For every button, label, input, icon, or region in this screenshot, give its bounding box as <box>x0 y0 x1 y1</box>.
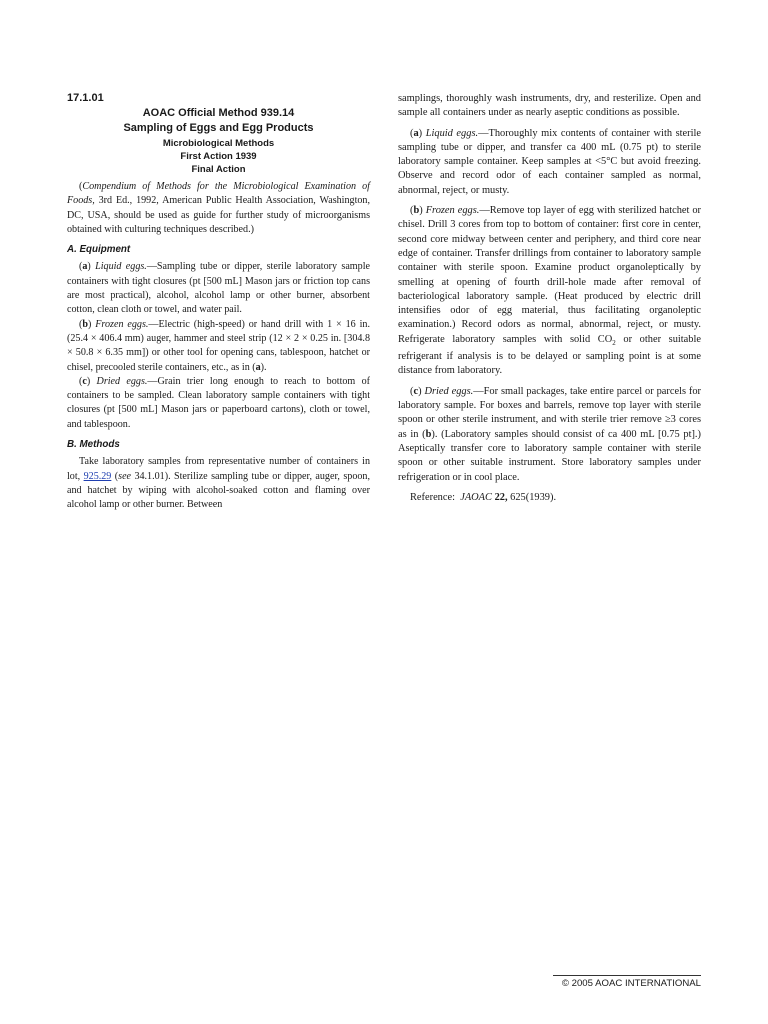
equipment-heading: A. Equipment <box>67 244 131 256</box>
methods-item-c: (c) Dried eggs.—For small packages, take entire parcel or parcels for laboratory sample. For boxes and barrels, remove top layer with sterile spoon or other sterile instrument, and with sterile trier remove ≥3 cores as in (b). (Laboratory samples should consist of ca 400 mL [0.75 pt].) Aseptically transfer core to laboratory sample container with sterile spoon or other suitable instrument. Store laboratory samples under refrigeration or in cool place. <box>398 385 702 483</box>
methods-intro-paragraph: Take laboratory samples from representative number of containers in lot, 925.29 (see 34.1.01). Sterilize sampling tube or dipper, auger, spoon, and hatchet by wiping with alcohol-soaked cotton and flaming over alcohol lamp or other burner. Between <box>67 456 370 511</box>
methods-heading: B. Methods <box>67 439 120 451</box>
method-925-29-link[interactable]: 925.29 <box>83 470 112 482</box>
method-title: AOAC Official Method 939.14 <box>142 107 295 119</box>
methods-item-a: (a) Liquid eggs.—Thoroughly mix contents of container with sterile sampling tube or dipper, and transfer ca 400 mL (0.75 pt) to sterile laboratory sample container. Keep samples at <5°C but avoid freezing. Observe and record odor of each container sampled as normal, abnormal, reject, or musty. <box>398 127 701 196</box>
copyright-footer: © 2005 AOAC INTERNATIONAL <box>561 978 701 989</box>
methods-intro-continuation: samplings, thoroughly wash instruments, dry, and resterilize. Open and sample all containers under as nearly aseptic conditions as possible. <box>398 93 701 119</box>
right-column <box>398 92 701 505</box>
left-column <box>67 92 370 513</box>
methods-item-b: (b) Frozen eggs.—Remove top layer of egg with sterilized hatchet or chisel. Drill 3 cores from top to bottom of container: first core in center, second core midway between center and periphery, and third core near edge of container. Transfer drillings from container to laboratory sample container with sterile spoon. Examine product organoleptically by smelling at opening of fourth drill-hole made after removal of bacteriological laboratory sample. (Heat produced by electric drill intensifies odor of egg material, thus facilitating organoleptic examination.) Record odors as normal, abnormal, reject, or musty. Refrigerate laboratory samples with solid $CO_2$ or other suitable refrigerant if analysis is to be delayed or sampling point is at some distance from laboratory. <box>398 205 702 377</box>
final-action-status: Final Action <box>191 164 246 175</box>
intro-paragraph: (Compendium of Methods for the Microbiological Examination of Foods, 3rd Ed., 1992, American Public Health Association, Washington, DC, USA, should be used as guide for further study of microorganisms obtained with culturing techniques described.) <box>67 181 370 235</box>
section-number: 17.1.01 <box>67 92 104 104</box>
method-subtitle: Sampling of Eggs and Egg Products <box>123 122 314 134</box>
footer-rule <box>553 975 701 976</box>
intro-citation: Compendium of Methods for the Microbiological Examination of Foods, <box>67 181 370 207</box>
reference-line: Reference: JAOAC 22, 625(1939). <box>410 491 557 503</box>
equipment-item-a: (a) Liquid eggs.—Sampling tube or dipper, sterile laboratory sample containers with tight closures (pt [500 mL] Mason jars or friction top cans are most practical), alcohol, alcohol lamp or other burner, absorbent cotton, clean cloth or towel, and water pail. <box>67 261 370 316</box>
method-category: Microbiological Methods <box>162 138 275 149</box>
first-action-status: First Action 1939 <box>180 151 257 162</box>
equipment-item-b: (b) Frozen eggs.—Electric (high-speed) or hand drill with 1 × 16 in. (25.4 × 406.4 mm) auger, hammer and steel strip (12 × 2 × 0.25 in. [304.8 × 50.8 × 6.35 mm]) or other tool for opening cans, tablespoon, hatchet or chisel, precooled sterile containers, etc., as in (a). <box>67 318 370 373</box>
equipment-item-c: (c) Dried eggs.—Grain trier long enough to reach to bottom of containers to be sampled. Clean laboratory sample containers with tight closures (pt [500 mL] Mason jars or paperboard cartons), cloth or towel, and tablespoon. <box>67 375 370 430</box>
